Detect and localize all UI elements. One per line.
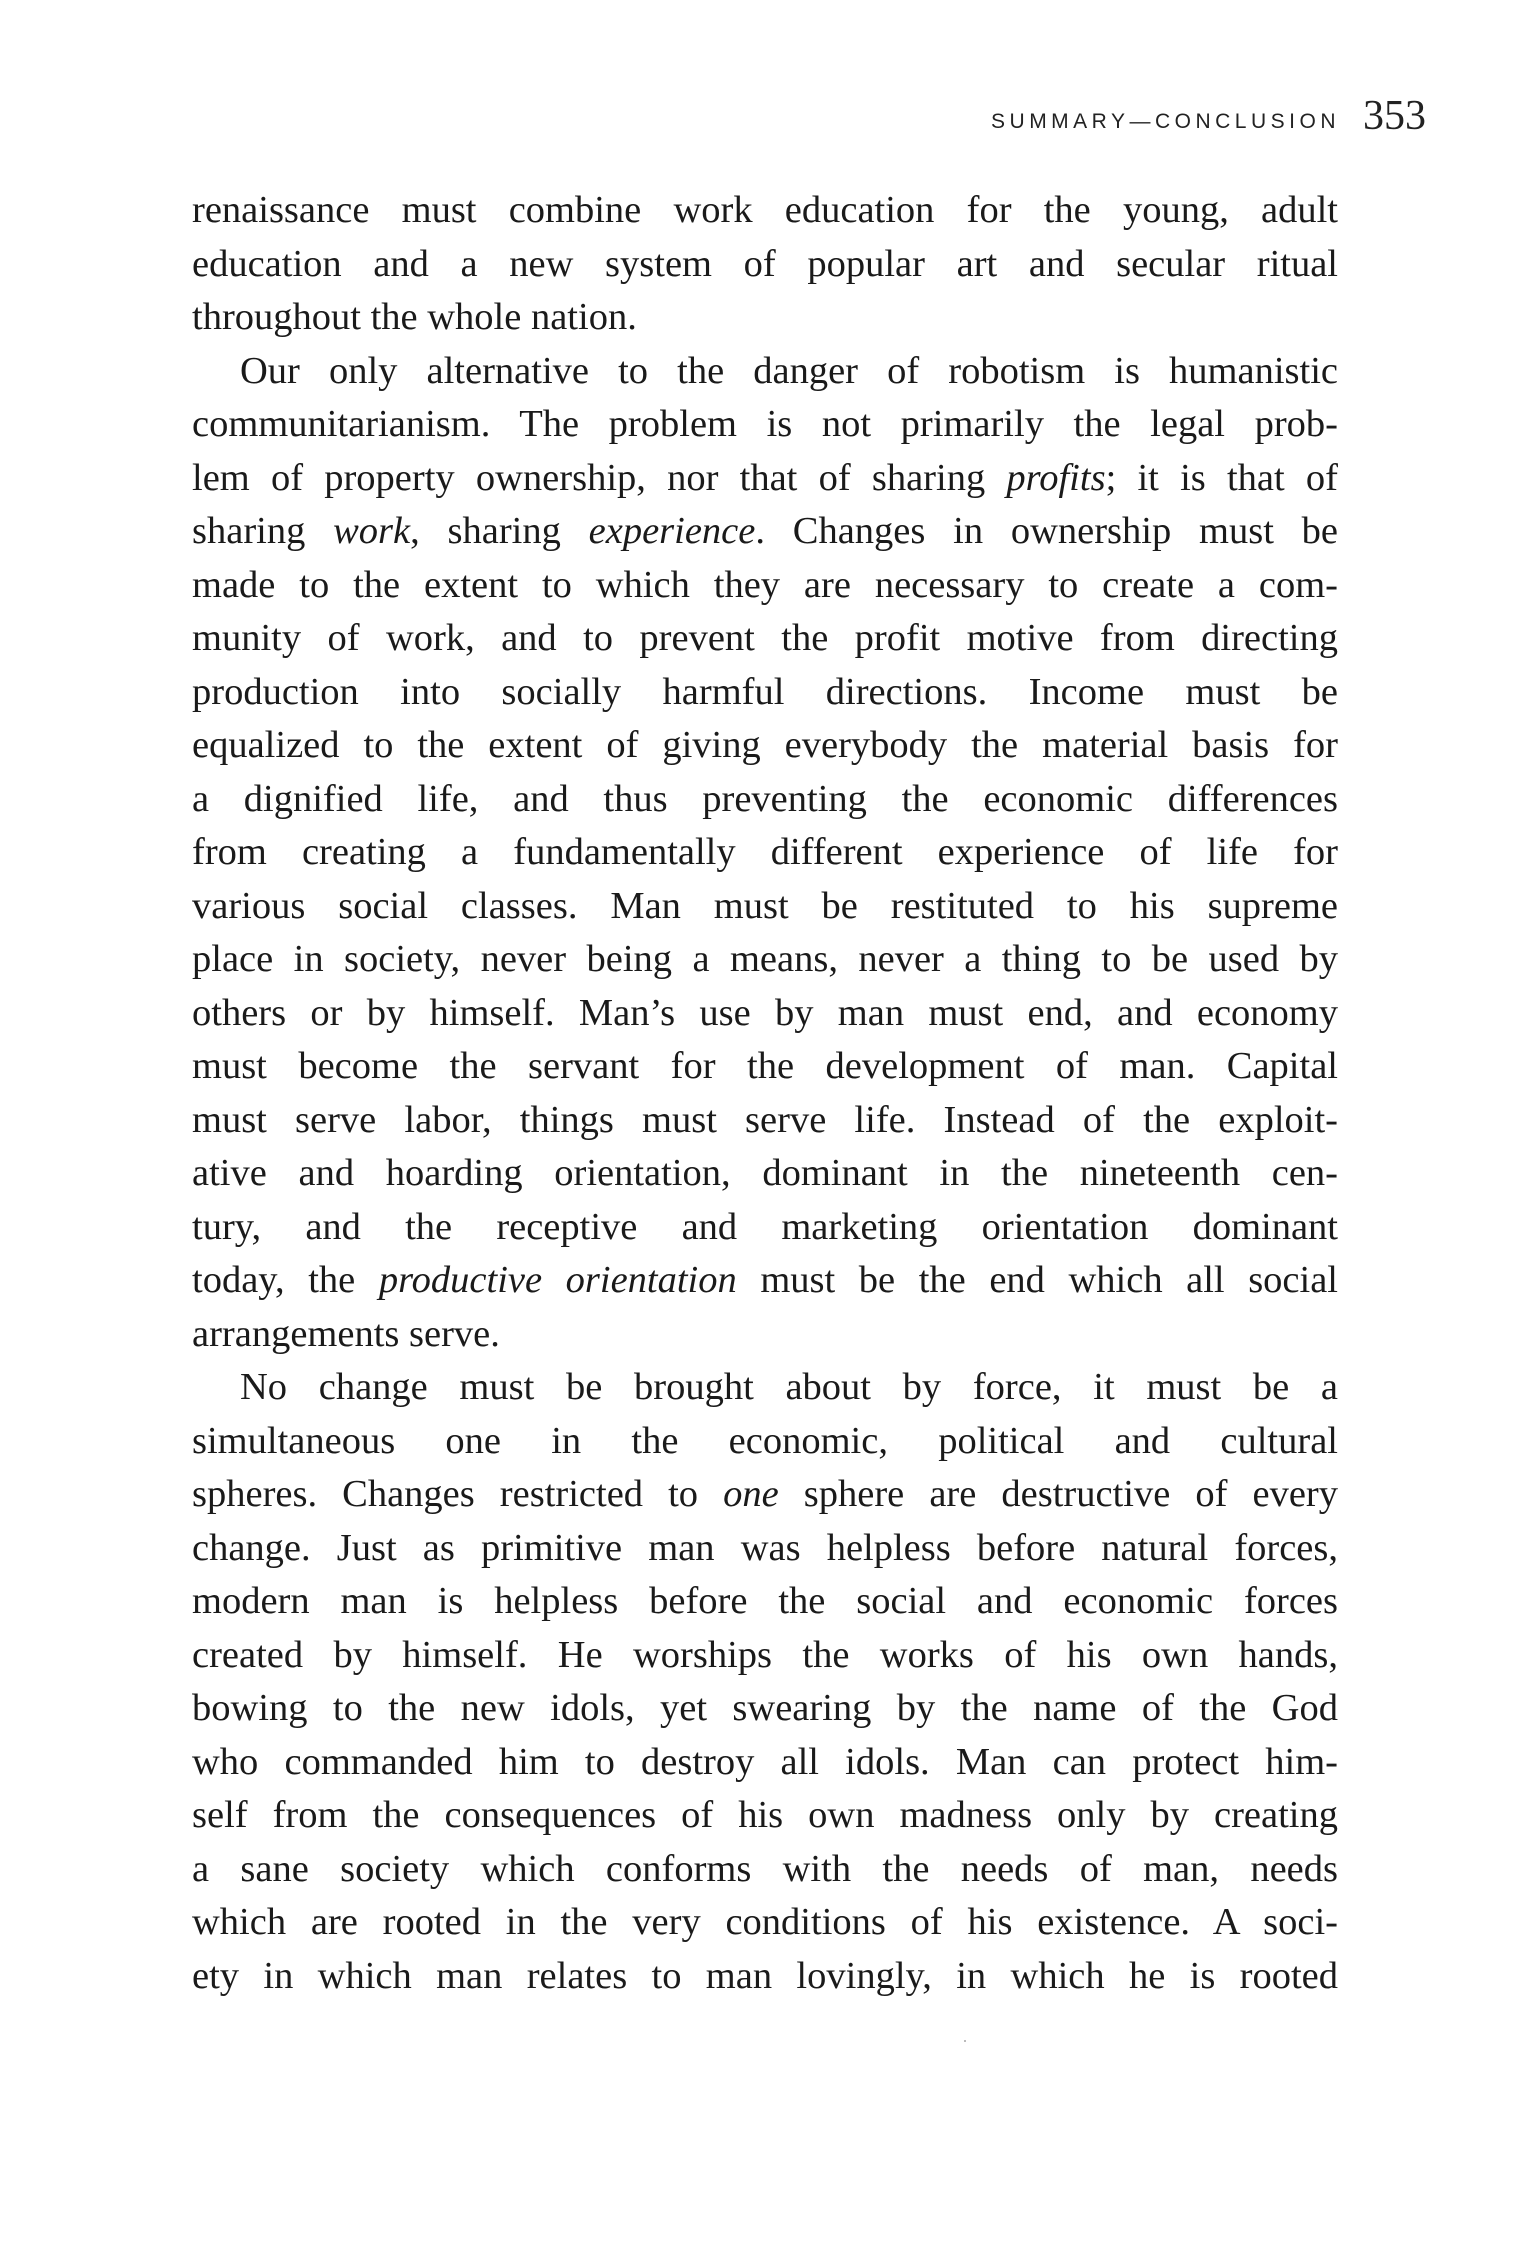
text-run: spheres. Changes restricted to bbox=[192, 1473, 724, 1515]
text-run: ; it is that of bbox=[1105, 456, 1338, 499]
running-head: SUMMARY—CONCLUSION bbox=[991, 110, 1340, 133]
text-line: equalized to the extent of giving everybody the material basis for bbox=[192, 724, 1338, 766]
scan-speck bbox=[964, 2040, 966, 2042]
text-run: lem of property ownership, nor that of sharing bbox=[192, 456, 1007, 499]
text-line: throughout the whole nation. bbox=[192, 296, 637, 338]
text-line: various social classes. Man must be restituted to his supreme bbox=[192, 884, 1338, 927]
page-header bbox=[190, 92, 1426, 148]
text-line bbox=[192, 1254, 1338, 1308]
text-line: a dignified life, and thus preventing the economic differences bbox=[192, 777, 1338, 820]
text-line: Our only alternative to the danger of robotism is humanistic bbox=[240, 349, 1338, 392]
text-line: change. Just as primitive man was helpless before natural forces, bbox=[192, 1526, 1338, 1569]
text-run: sphere are destructive of every bbox=[778, 1473, 1339, 1515]
text-line: production into socially harmful directions. Income must be bbox=[192, 670, 1338, 713]
text-line: a sane society which conforms with the needs of man, needs bbox=[192, 1847, 1338, 1890]
text-line bbox=[192, 505, 1338, 559]
text-line: made to the extent to which they are necessary to create a com- bbox=[192, 563, 1338, 606]
italic-emphasis: one bbox=[723, 1473, 779, 1515]
body-text bbox=[192, 184, 1338, 2003]
text-line: place in society, never being a means, never a thing to be used by bbox=[192, 938, 1338, 980]
text-line: bowing to the new idols, yet swearing by the name of the God bbox=[192, 1687, 1338, 1729]
text-run: sharing bbox=[192, 510, 334, 552]
text-line: from creating a fundamentally different experience of life for bbox=[192, 831, 1338, 873]
italic-emphasis: experience bbox=[588, 510, 756, 552]
text-line: which are rooted in the very conditions of his existence. A soci- bbox=[192, 1901, 1338, 1943]
text-line bbox=[192, 1468, 1338, 1522]
text-line: renaissance must combine work education for the young, adult bbox=[192, 189, 1338, 231]
text-line: ative and hoarding orientation, dominant in the nineteenth cen- bbox=[192, 1152, 1338, 1194]
text-line: tury, and the receptive and marketing orientation dominant bbox=[192, 1205, 1338, 1248]
text-line: munity of work, and to prevent the profit motive from directing bbox=[192, 617, 1338, 659]
italic-emphasis: profits bbox=[1006, 456, 1106, 499]
text-line: created by himself. He worships the works of his own hands, bbox=[192, 1633, 1338, 1676]
italic-emphasis: work bbox=[333, 510, 411, 552]
page-number: 353 bbox=[1363, 93, 1426, 139]
text-line: must serve labor, things must serve life. Instead of the exploit- bbox=[192, 1098, 1338, 1141]
text-line: others or by himself. Man’s use by man must end, and economy bbox=[192, 991, 1338, 1034]
text-line: must become the servant for the development of man. Capital bbox=[192, 1045, 1338, 1087]
text-line: ety in which man relates to man lovingly, in which he is rooted bbox=[192, 1954, 1338, 1997]
text-run: today, the bbox=[192, 1259, 379, 1301]
text-line: communitarianism. The problem is not primarily the legal prob- bbox=[192, 403, 1338, 445]
text-run: , sharing bbox=[410, 510, 589, 552]
text-run: must be the end which all social bbox=[736, 1259, 1338, 1301]
text-line: arrangements serve. bbox=[192, 1312, 500, 1355]
text-line: education and a new system of popular art and secular ritual bbox=[192, 242, 1338, 285]
text-line: who commanded him to destroy all idols. Man can protect him- bbox=[192, 1740, 1338, 1783]
italic-emphasis: productive orientation bbox=[378, 1259, 737, 1301]
text-line: modern man is helpless before the social and economic forces bbox=[192, 1580, 1338, 1622]
text-run: . Changes in ownership must be bbox=[755, 510, 1339, 552]
text-line: self from the consequences of his own madness only by creating bbox=[192, 1794, 1338, 1836]
text-line: No change must be brought about by force, it must be a bbox=[240, 1366, 1338, 1408]
text-line bbox=[192, 452, 1338, 506]
text-line: simultaneous one in the economic, political and cultural bbox=[192, 1419, 1338, 1462]
